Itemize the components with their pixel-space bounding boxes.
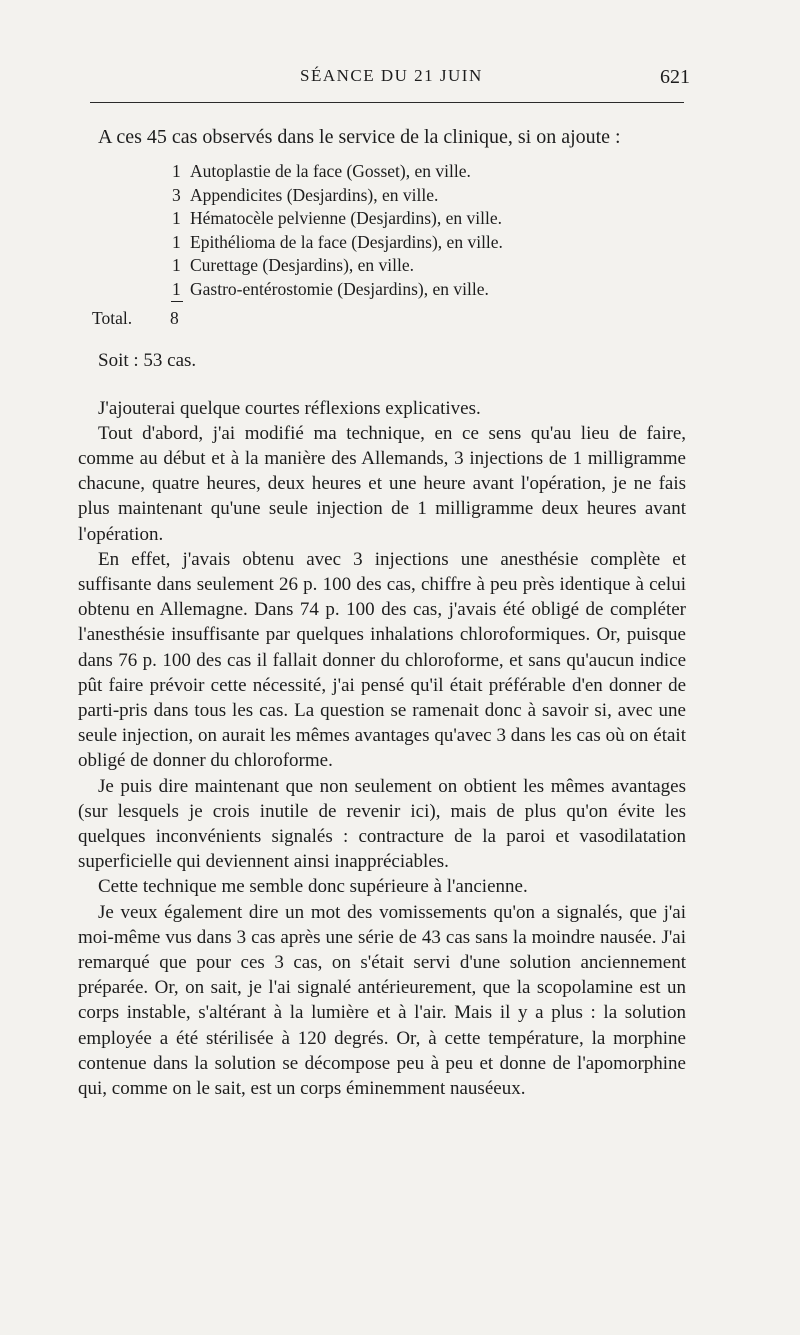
sum-rule <box>171 301 183 302</box>
list-item <box>172 184 686 208</box>
case-count: 1 <box>172 231 181 252</box>
case-label: Gastro-entérostomie (Desjardins), en ville. <box>190 278 489 299</box>
list-item <box>172 207 686 231</box>
list-item <box>172 254 686 278</box>
page-header <box>0 66 800 92</box>
list-item <box>172 231 686 255</box>
case-label: Appendicites (Desjardins), en ville. <box>190 184 439 205</box>
intro-line: A ces 45 cas observés dans le service de la clinique, si on ajoute : <box>98 126 621 148</box>
total-value: 8 <box>170 307 179 328</box>
body-text <box>78 124 686 1101</box>
case-count: 3 <box>172 184 181 205</box>
header-rule <box>90 102 684 103</box>
list-item <box>172 278 686 302</box>
paragraph: En effet, j'avais obtenu avec 3 injections une anesthésie complète et suffisante dans seulement 26 p. 100 des cas, chiffre à peu près identique à celui obtenu en Allemagne. Dans 74 p. 100 des cas, j'avais été obligé de compléter l'anesthésie insuffisante par quelques inhalations chloroformiques. Or, puisque dans 76 p. 100 des cas il fallait donner du chloroforme, et sans qu'aucun indice pût faire prévoir cette nécessité, j'ai pensé qu'il était préférable d'en donner de parti-pris dans tous les cas. La question se ramenait donc à savoir si, avec une seule injection, on aurait les mêmes avantages qu'avec 3 dans les cas où on était obligé de donner du chloroforme. <box>78 548 686 772</box>
total-row <box>78 308 686 334</box>
case-count: 1 <box>172 208 181 229</box>
case-list <box>172 160 686 302</box>
running-title: SÉANCE DU 21 JUIN <box>300 66 483 85</box>
case-count: 1 <box>172 255 181 276</box>
case-label: Curettage (Desjardins), en ville. <box>190 255 415 276</box>
paragraph: Je veux également dire un mot des vomissements qu'on a signalés, que j'ai moi-même vus dans 3 cas après une série de 43 cas sans la moindre nausée. J'ai remarqué que pour ces 3 cas, on s'était servi d'une solution anciennement préparée. Or, on sait, je l'ai signalé antérieurement, que la scopolamine est un corps instable, s'altérant à la lumière et à l'air. Mais il y a plus : la solution employée a été stérilisée à 120 degrés. Or, à cette température, la morphine contenue dans la solution se décompose peu à peu et donne de l'apomorphine qui, comme on le sait, est un corps éminemment nauséeux. <box>78 901 686 1100</box>
case-label: Autoplastie de la face (Gosset), en ville. <box>190 161 471 181</box>
case-label: Epithélioma de la face (Desjardins), en ville. <box>190 231 503 252</box>
total-label: Total. <box>92 307 133 328</box>
paragraphs <box>78 396 686 1102</box>
paragraph: Je puis dire maintenant que non seulement on obtient les mêmes avantages (sur lesquels je crois inutile de revenir ici), mais de plus qu'on évite les quelques inconvénients signalés : contracture de la paroi et vasodilatation superficielle qui deviennent ainsi inappréciables. <box>78 775 686 873</box>
paragraph: Cette technique me semble donc supérieure à l'ancienne. <box>98 876 528 898</box>
case-count: 1 <box>172 278 181 299</box>
paragraph: J'ajouterai quelque courtes réflexions explicatives. <box>98 397 481 419</box>
case-label: Hématocèle pelvienne (Desjardins), en ville. <box>190 208 502 229</box>
page-number: 621 <box>660 66 690 88</box>
paragraph: Tout d'abord, j'ai modifié ma technique, en ce sens qu'au lieu de faire, comme au début et à la manière des Allemands, 3 injections de 1 milligramme chacune, quatre heures, deux heures et une heure avant l'opération, je ne fais plus maintenant qu'une seule injection de 1 milligramme deux heures avant l'opération. <box>78 422 686 545</box>
case-count: 1 <box>172 161 181 181</box>
list-item <box>172 160 686 184</box>
soit-line: Soit : 53 cas. <box>98 349 197 371</box>
